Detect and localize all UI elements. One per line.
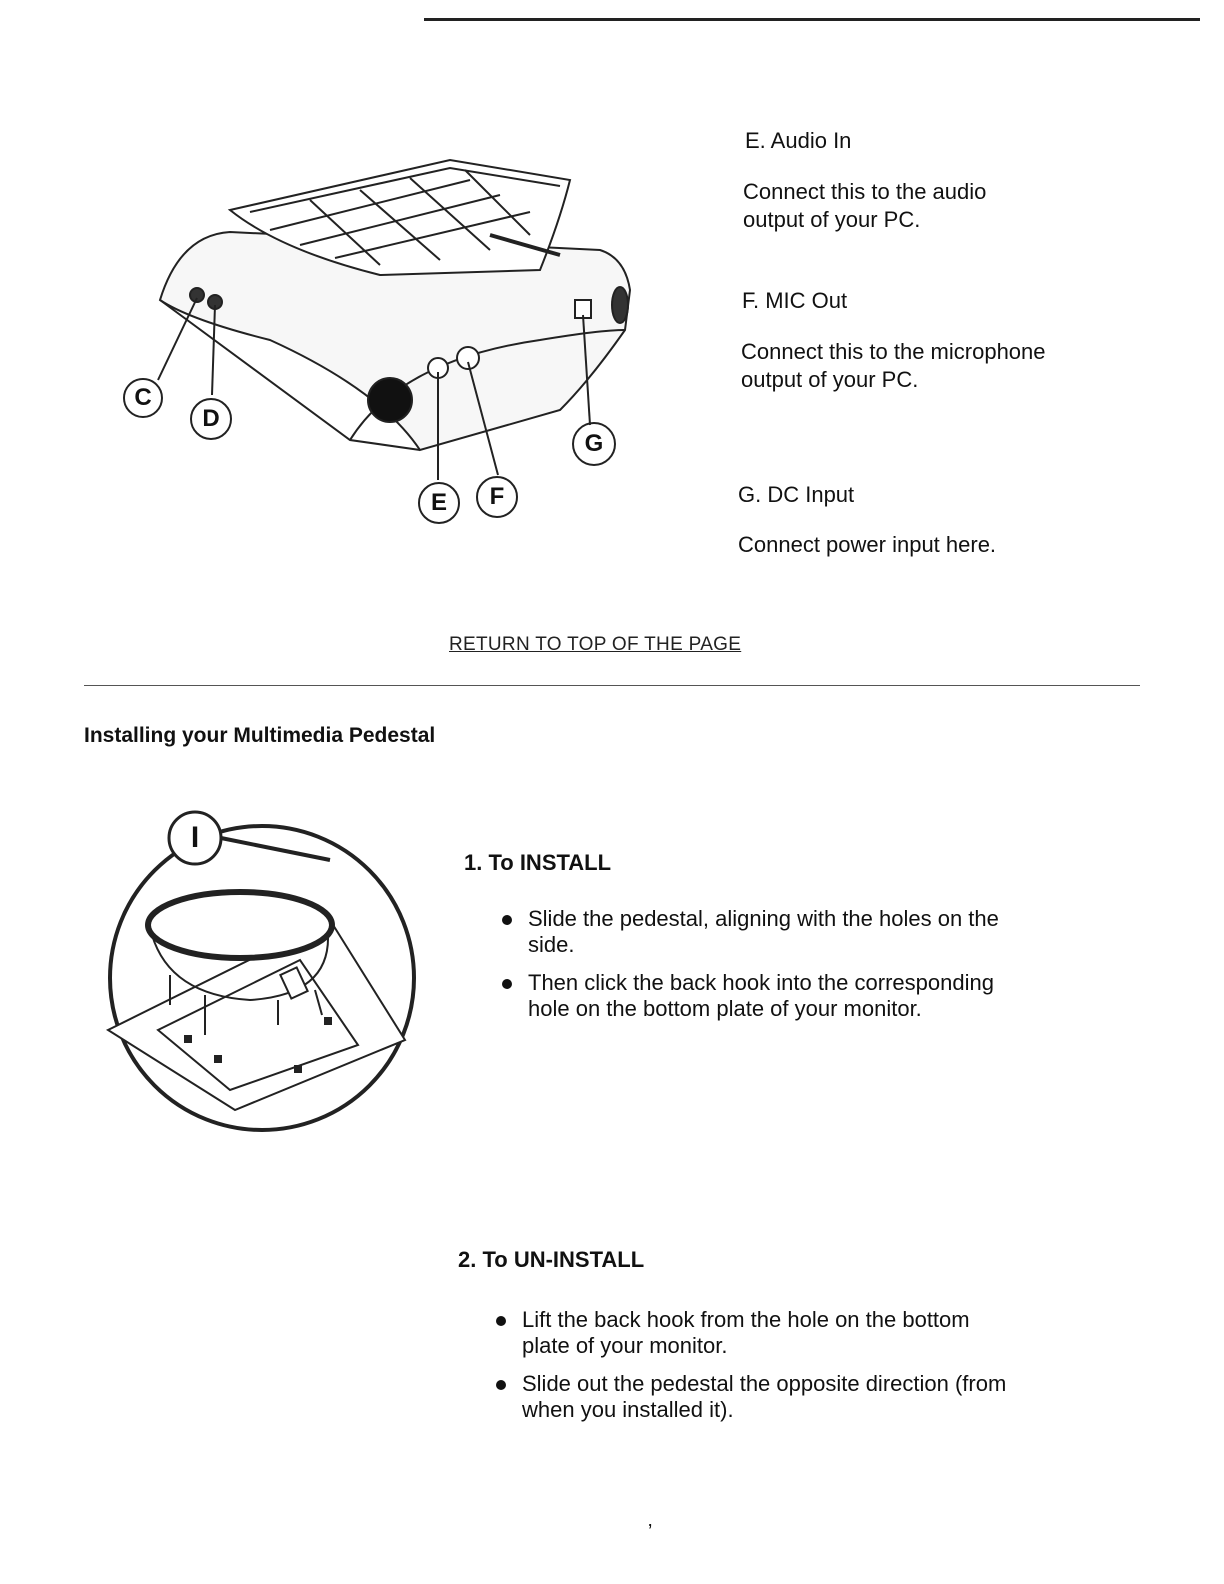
install-bullets: [500, 906, 1104, 1022]
desc-line: Connect this to the microphone: [741, 339, 1046, 364]
pedestal-install-illustration: [100, 800, 430, 1140]
port-f-title: F. MIC Out: [742, 288, 848, 313]
port-g-desc: [738, 531, 996, 559]
list-item: [500, 970, 1104, 1022]
pedestal-ports-illustration: [120, 140, 660, 540]
desc-line: Connect power input here.: [738, 532, 997, 557]
bullet-line: side.: [528, 932, 575, 957]
bullet-line: Lift the back hook from the hole on the bottom: [522, 1307, 970, 1332]
section-divider: [84, 685, 1140, 686]
return-to-top-link[interactable]: RETURN TO TOP OF THE PAGE: [449, 634, 742, 655]
port-f-desc: [741, 338, 1046, 394]
install-title: 1. To INSTALL: [464, 850, 612, 875]
uninstall-step: [458, 1247, 1118, 1435]
label-d: D: [190, 398, 232, 440]
bullet-line: hole on the bottom plate of your monitor.: [528, 996, 922, 1021]
label-g: G: [572, 422, 616, 466]
port-e-desc: [743, 178, 986, 234]
list-item: [500, 906, 1104, 958]
list-item: [494, 1307, 1118, 1359]
uninstall-title: 2. To UN-INSTALL: [458, 1247, 645, 1272]
uninstall-bullets: [494, 1307, 1118, 1423]
bullet-line: plate of your monitor.: [522, 1333, 728, 1358]
port-g-title: G. DC Input: [738, 482, 855, 507]
install-step: [464, 850, 1104, 1034]
desc-line: output of your PC.: [741, 367, 919, 392]
bullet-line: Slide out the pedestal the opposite direction (from: [522, 1371, 1007, 1396]
top-rule: [424, 18, 1200, 21]
port-e-title: E. Audio In: [745, 128, 852, 153]
section-title: Installing your Multimedia Pedestal: [84, 724, 436, 747]
scan-mark: ʼ: [648, 1522, 653, 1544]
bullet-line: Then click the back hook into the corresponding: [528, 970, 994, 995]
bullet-line: Slide the pedestal, aligning with the holes on the: [528, 906, 999, 931]
list-item: [494, 1371, 1118, 1423]
desc-line: output of your PC.: [743, 207, 921, 232]
label-f: F: [476, 476, 518, 518]
label-c: C: [123, 378, 163, 418]
desc-line: Connect this to the audio: [743, 179, 987, 204]
label-i: I: [190, 821, 200, 854]
label-e: E: [418, 482, 460, 524]
bullet-line: when you installed it).: [522, 1397, 734, 1422]
